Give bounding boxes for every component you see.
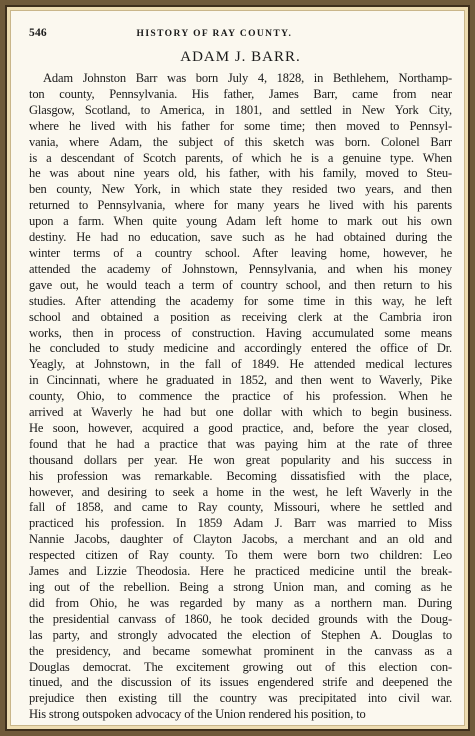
text-line: Yeagly, at Johnstown, in the fall of 1849. He attended medical lectures bbox=[29, 357, 452, 372]
text-line: school and obtained a position as receiving clerk at the Cambria iron bbox=[29, 309, 452, 324]
text-line: las party, and strongly advocated the election of Stephen A. Douglas to bbox=[29, 627, 452, 642]
text-line: however, and desiring to seek a home in the west, he left Waverly in the bbox=[29, 484, 452, 499]
text-line: respected citizen of Ray county. To them were born two children: Leo bbox=[29, 548, 452, 563]
text-line: the presidency, and became somewhat prominent in the canvass as a bbox=[29, 643, 452, 658]
running-header bbox=[29, 27, 452, 39]
text-line: vania, where Adam, the subject of this sketch was born. Colonel Barr bbox=[29, 134, 452, 149]
text-line: arrived at Waverly he had but one dollar with which to begin business. bbox=[29, 405, 452, 420]
text-line: destiny. He had no education, save such as he had obtained during the bbox=[29, 230, 452, 245]
text-line: studies. After attending the academy for some time in this way, he left bbox=[29, 293, 452, 308]
text-line: where he lived with his father for some time; then moved to Pennsyl- bbox=[29, 118, 452, 133]
page-frame bbox=[5, 5, 470, 731]
text-line: His strong outspoken advocacy of the Union rendered his position, to bbox=[29, 707, 366, 722]
text-line: tinued, and the discussion of its issues engendered strife and deepened the bbox=[29, 675, 452, 690]
text-line: his profession was remarkable. Becoming dissatisfied with the place, bbox=[29, 468, 452, 483]
text-line: fall of 1858, and came to Ray county, Missouri, where he settled and bbox=[29, 500, 452, 515]
text-line: is a descendant of Scotch parents, of which he is a genuine type. When bbox=[29, 150, 452, 165]
text-line: gave out, he would teach a term of country school, and then return to his bbox=[29, 277, 452, 292]
text-line: ing out of the rebellion. Being a strong Union man, and coming as he bbox=[29, 580, 452, 594]
book-page bbox=[10, 10, 465, 726]
text-line: returned to Pennsylvania, where for many years he lived with his parents bbox=[29, 198, 452, 213]
text-line: he was about nine years old, his father, with his family, moved to Steu- bbox=[29, 166, 452, 181]
article-body bbox=[29, 71, 452, 723]
text-line: Douglas democrat. The excitement growing out of this election con- bbox=[29, 659, 452, 674]
text-line: in Cincinnati, where he graduated in 1852, and then went to Waverly, Pike bbox=[29, 373, 452, 388]
text-line: ton county, Pennsylvania. His father, James Barr, came from near bbox=[29, 86, 452, 101]
text-line: attended the academy of Johnstown, Pennsylvania, and when his money bbox=[29, 261, 452, 276]
text-line: Glasgow, Scotland, to America, in 1801, and settled in New York City, bbox=[29, 102, 452, 117]
text-line: the presidential canvass of 1860, he took decided grounds with the Doug- bbox=[29, 611, 452, 626]
text-line: practiced his profession. In 1859 Adam J. Barr was married to Miss bbox=[29, 516, 452, 531]
text-line: county, Ohio, to commence the practice of his profession. When he bbox=[29, 389, 452, 404]
text-line: ben county, New York, in which state they resided two years, and then bbox=[29, 182, 452, 197]
text-line: he concluded to study medicine and accordingly entered the office of Dr. bbox=[29, 341, 452, 356]
text-line: James and Lizzie Theodosia. Here he practiced medicine until the break- bbox=[29, 564, 452, 579]
text-line: winter terms of a country school. After leaving home, however, he bbox=[29, 245, 452, 260]
page-number: 546 bbox=[29, 27, 47, 39]
text-line: He soon, however, acquired a good practice, and, before the year closed, bbox=[29, 420, 452, 435]
text-line: Nannie Jacobs, daughter of Clayton Jacobs, a merchant and an old and bbox=[29, 532, 452, 547]
text-line: did from Ohio, he was regarded by many as a northern man. During bbox=[29, 595, 452, 610]
running-title: HISTORY OF RAY COUNTY. bbox=[136, 29, 293, 39]
text-line: thousand dollars per year. He won great popularity and his success in bbox=[29, 452, 452, 467]
article-title: ADAM J. BARR. bbox=[180, 49, 301, 65]
text-line: upon a farm. When quite young Adam left home to mark out his own bbox=[29, 214, 452, 229]
text-line: Adam Johnston Barr was born July 4, 1828, in Bethlehem, Northamp- bbox=[43, 71, 452, 85]
text-line: found that he had a practice that was paying him at the rate of three bbox=[29, 436, 452, 451]
text-line: works, then in process of construction. Having accumulated some means bbox=[29, 325, 452, 340]
text-line: prejudice then existing till the country was precipitated into civil war. bbox=[29, 691, 452, 706]
